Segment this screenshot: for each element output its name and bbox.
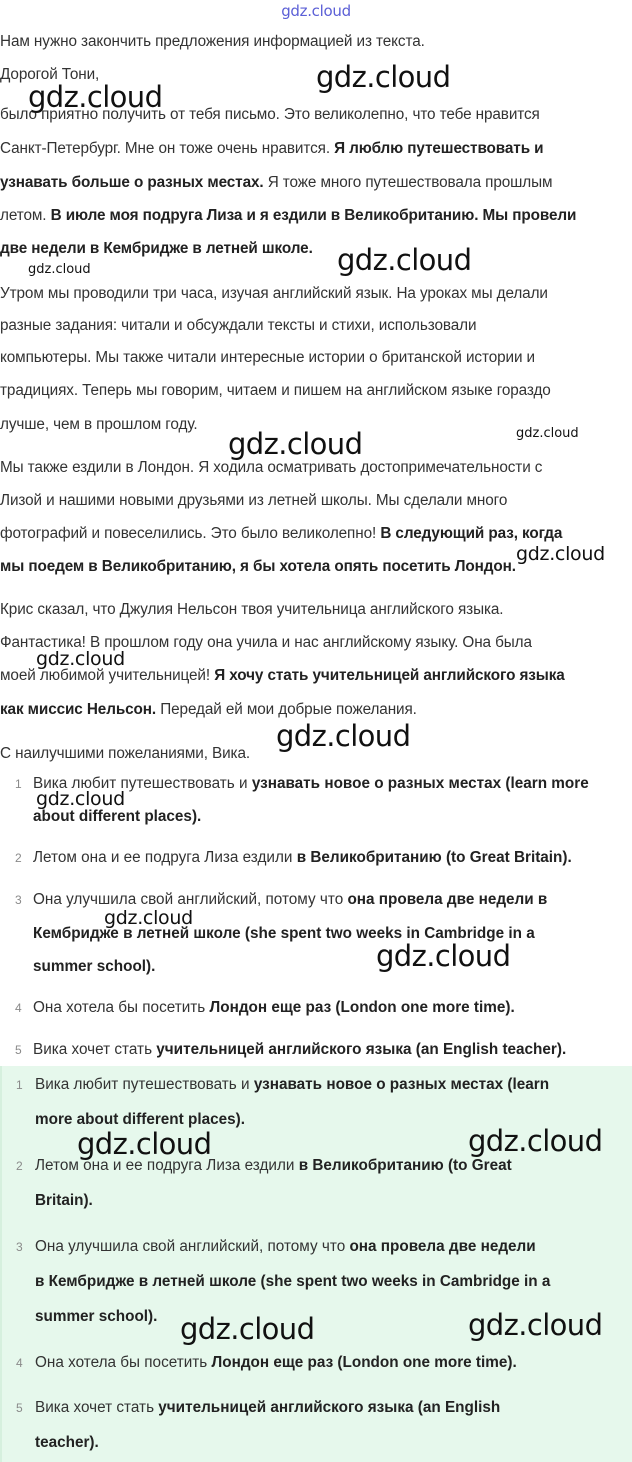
letter-line [0,415,198,435]
list-item-line [33,807,201,827]
watermark: gdz.cloud [337,243,472,277]
bold-text: учительницей английского языка (an English [158,1399,501,1416]
bold-text: узнавать новое о разных местах (learn more [251,775,589,792]
list-item-line [35,1156,512,1176]
letter-line [0,458,542,478]
watermark: gdz.cloud [468,1124,603,1158]
bold-text: В июле моя подруга Лиза и я ездили в Великобританию. Мы провели [50,207,577,224]
text-segment: Вика любит путешествовать и [35,1076,254,1093]
letter-line [0,206,576,226]
list-item-line [33,1040,566,1060]
bold-text: две недели в Кембридже в летней школе. [0,240,313,257]
item-number: 1 [15,777,22,791]
bold-text: Лондон еще раз (London one more time). [211,1354,517,1371]
letter-line [0,700,417,720]
letter-line [0,666,565,686]
watermark: gdz.cloud [516,543,605,565]
text-segment: Вика хочет стать [35,1399,159,1416]
site-logo[interactable]: gdz.cloud [281,2,351,20]
text-segment: Лизой и нашими новыми друзьями из летней школы. Мы сделали много [0,492,508,509]
text-segment: традициях. Теперь мы говорим, читаем и пишем на английском языке гораздо [0,382,551,399]
list-item-line [35,1272,550,1292]
text-segment: Мы также ездили в Лондон. Я ходила осматривать достопримечательности с [0,459,543,476]
list-item-line [33,848,572,868]
bold-text: Кембридже в летней школе (she spent two weeks in Cambridge in a [33,925,535,942]
letter-line [0,316,476,336]
bold-text: узнавать больше о разных местах. [0,174,264,191]
text-segment: Санкт-Петербург. Мне он тоже очень нравится. [0,140,335,157]
letter-line [0,491,507,511]
list-item-line [33,890,547,910]
item-number: 3 [16,1240,23,1254]
text-segment: фотографий и повеселились. Это было великолепно! [0,525,381,542]
bold-text: Britain). [35,1192,93,1209]
text-segment: Вика любит путешествовать и [33,775,252,792]
watermark: gdz.cloud [516,426,579,441]
watermark: gdz.cloud [468,1308,603,1342]
letter-line [0,600,503,620]
bold-text: учительницей английского языка (an English teacher). [156,1041,567,1058]
letter-line [0,139,543,159]
item-number: 1 [16,1078,23,1092]
text-segment: Крис сказал, что Джулия Нельсон твоя учительница английского языка. [0,601,504,618]
list-item-line [33,774,589,794]
list-item-line [33,998,515,1018]
list-item-line [35,1398,500,1418]
list-item-line [35,1110,245,1130]
bold-text: мы поедем в Великобританию, я бы хотела опять посетить Лондон. [0,558,516,575]
bold-text: more about different places). [35,1111,245,1128]
bold-text: Лондон еще раз (London one more time). [209,999,515,1016]
watermark: gdz.cloud [36,648,125,670]
list-item-line [35,1353,517,1373]
text-segment: Утром мы проводили три часа, изучая английский язык. На уроках мы делали [0,285,548,302]
text-segment: разные задания: читали и обсуждали тексты и стихи, использовали [0,317,477,334]
letter-line [0,173,552,193]
bold-text: teacher). [35,1434,99,1451]
watermark: gdz.cloud [376,939,511,973]
text-segment: компьютеры. Мы также читали интересные истории о британской истории и [0,349,535,366]
list-item-line [35,1237,536,1257]
list-item-line [35,1075,549,1095]
item-number: 4 [15,1001,22,1015]
bold-text: она провела две недели [349,1238,536,1255]
text-segment: лучше, чем в прошлом году. [0,416,198,433]
text-segment: Я тоже много путешествовала прошлым [263,174,553,191]
watermark: gdz.cloud [228,427,363,461]
text-segment: С наилучшими пожеланиями, Вика. [0,745,251,762]
list-item-line [33,924,535,944]
text-segment: Летом она и ее подруга Лиза ездили [35,1157,299,1174]
list-item-line [35,1307,157,1327]
letter-line [0,381,551,401]
bold-text: summer school). [33,958,156,975]
watermark: gdz.cloud [77,1127,212,1161]
watermark: gdz.cloud [180,1312,315,1346]
text-segment: Она улучшила свой английский, потому что [35,1238,350,1255]
list-item-line [35,1191,93,1211]
text-segment: Она хотела бы посетить [35,1354,212,1371]
letter-line [0,744,250,764]
letter-line [0,239,313,259]
list-item-line [33,957,155,977]
bold-text: В следующий раз, когда [380,525,563,542]
text-segment: летом. [0,207,51,224]
item-number: 5 [15,1043,22,1057]
item-number: 5 [16,1401,23,1415]
bold-text: в Великобританию (to Great [298,1157,512,1174]
list-item-line [35,1433,99,1453]
bold-text: Я люблю путешествовать и [334,140,544,157]
watermark: gdz.cloud [104,907,193,929]
watermark: gdz.cloud [276,719,411,753]
letter-line [0,524,562,544]
letter-greeting: Дорогой Тони, [0,66,100,83]
letter-line [0,557,516,577]
task-instruction: Нам нужно закончить предложения информацией из текста. [0,33,425,50]
letter-line [0,284,548,304]
text-segment: Летом она и ее подруга Лиза ездили [33,849,297,866]
item-number: 2 [16,1159,23,1173]
watermark: gdz.cloud [28,262,91,277]
bold-text: узнавать новое о разных местах (learn [253,1076,550,1093]
text-segment: было приятно получить от тебя письмо. Это великолепно, что тебе нравится [0,106,540,123]
letter-line [0,105,540,125]
bold-text: как миссис Нельсон. [0,701,157,718]
bold-text: about different places). [33,808,202,825]
item-number: 4 [16,1356,23,1370]
watermark: gdz.cloud [316,60,451,94]
item-number: 3 [15,893,22,907]
watermark: gdz.cloud [36,788,125,810]
bold-text: в Великобританию (to Great Britain). [296,849,572,866]
bold-text: Я хочу стать учительницей английского языка [214,667,565,684]
bold-text: она провела две недели в [347,891,548,908]
bold-text: в Кембридже в летней школе (she spent two weeks in Cambridge in a [35,1273,551,1290]
text-segment: Фантастика! В прошлом году она учила и нас английскому языку. Она была [0,634,532,651]
bold-text: summer school). [35,1308,158,1325]
text-segment: моей любимой учительницей! [0,667,215,684]
letter-line [0,348,535,368]
letter-line [0,633,532,653]
text-segment: Вика хочет стать [33,1041,157,1058]
text-segment: Она улучшила свой английский, потому что [33,891,348,908]
watermark: gdz.cloud [28,80,163,114]
text-segment: Она хотела бы посетить [33,999,210,1016]
item-number: 2 [15,851,22,865]
text-segment: Передай ей мои добрые пожелания. [156,701,417,718]
